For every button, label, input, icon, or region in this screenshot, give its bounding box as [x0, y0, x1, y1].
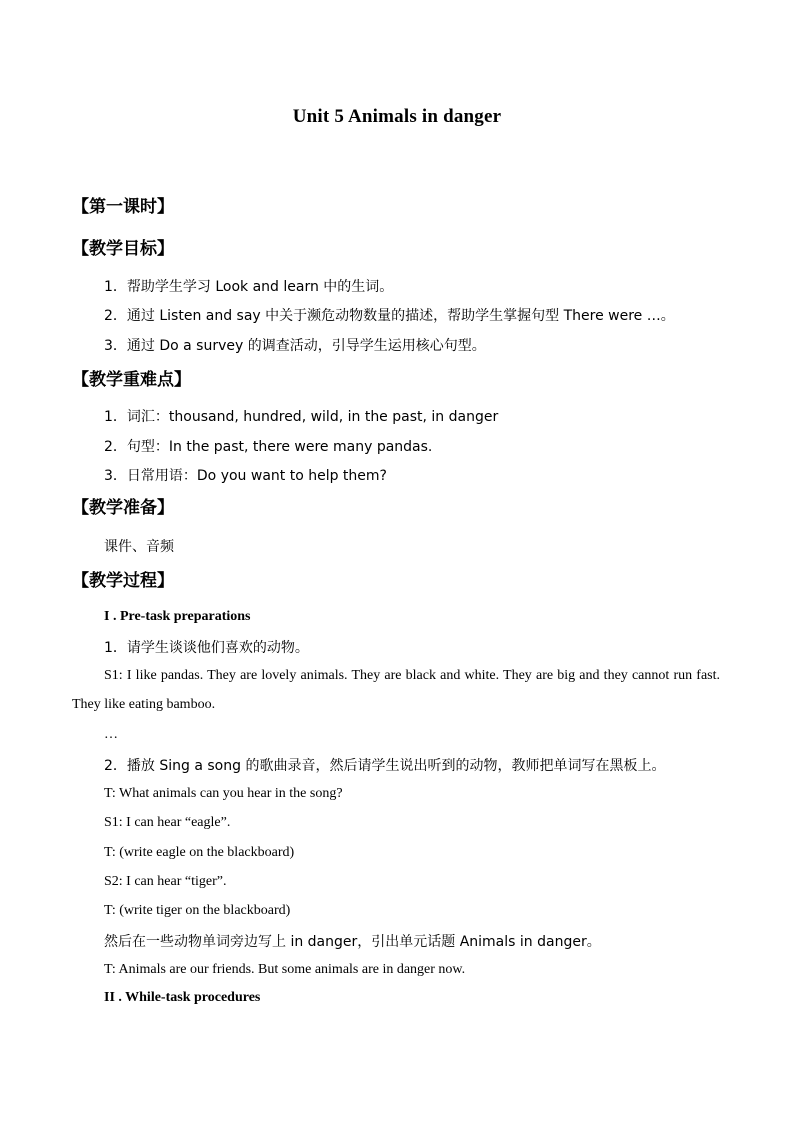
key-point-item-2: 2．句型：In the past, there were many pandas. [104, 439, 433, 455]
process-step-2: 2．播放 Sing a song 的歌曲录音，然后请学生说出听到的动物，教师把单词写在黑板上。 [104, 758, 666, 774]
dialogue-line: T: Animals are our friends. But some animals are in danger now. [104, 962, 466, 977]
dialogue-line: T: What animals can you hear in the song? [104, 786, 343, 801]
document-title: Unit 5 Animals in danger [292, 106, 502, 127]
heading-key-points: 【教学重难点】 [72, 370, 191, 390]
process-step-1: 1．请学生谈谈他们喜欢的动物。 [104, 640, 309, 656]
objective-item-1: 1．帮助学生学习 Look and learn 中的生词。 [104, 279, 394, 295]
objective-item-3: 3．通过 Do a survey 的调查活动，引导学生运用核心句型。 [104, 338, 486, 354]
objective-item-2: 2．通过 Listen and say 中关于濒危动物数量的描述，帮助学生掌握句型 There were …。 [104, 308, 675, 324]
heading-lesson: 【第一课时】 [72, 197, 174, 217]
heading-objectives: 【教学目标】 [72, 239, 174, 259]
dialogue-line: S1: I can hear “eagle”. [104, 815, 231, 830]
preparation-text: 课件、音频 [104, 539, 174, 555]
heading-preparation: 【教学准备】 [72, 498, 174, 518]
key-point-item-3: 3．日常用语：Do you want to help them? [104, 468, 387, 484]
section-pre-task: I . Pre-task preparations [104, 609, 251, 624]
dialogue-line: S2: I can hear “tiger”. [104, 874, 227, 889]
dialogue-line: T: (write tiger on the blackboard) [104, 903, 291, 918]
key-point-item-1: 1．词汇：thousand, hundred, wild, in the past, in danger [104, 409, 499, 425]
student-response-paragraph: S1: I like pandas. They are lovely animals. They are black and white. They are big and they cannot run fast. They like eating bamboo. [72, 668, 720, 712]
ellipsis-text: … [104, 727, 118, 742]
dialogue-line: T: (write eagle on the blackboard) [104, 845, 295, 860]
section-while-task: II . While-task procedures [104, 990, 261, 1005]
topic-intro-line: 然后在一些动物单词旁边写上 in danger，引出单元话题 Animals in danger。 [104, 934, 601, 950]
heading-process: 【教学过程】 [72, 571, 174, 591]
